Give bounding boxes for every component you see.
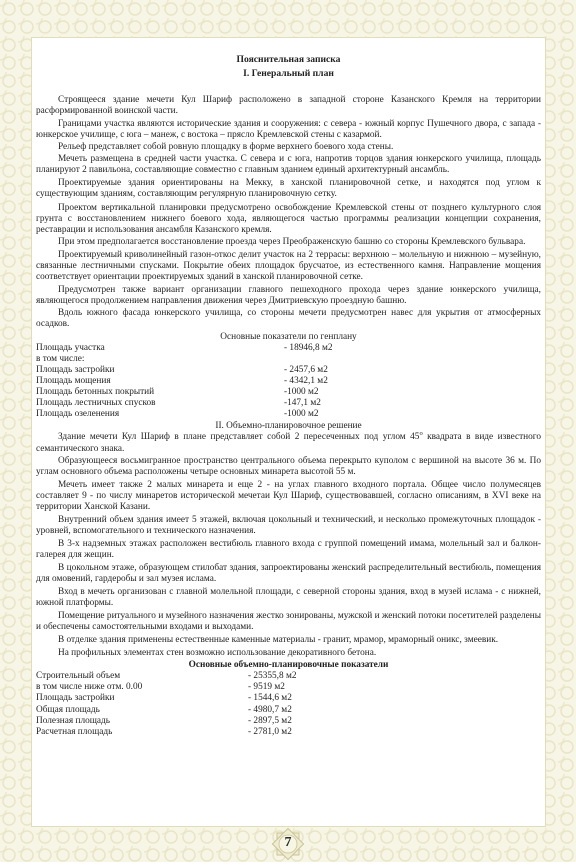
paragraph: Границами участка являются исторические здания и сооружения: с севера - южный корпус Пушечного двора, с запада - юнкерское училище, с юга – манеж, с востока – прясло Кремлевской стены с казармой. xyxy=(36,119,541,141)
paragraph: В цокольном этаже, образующем стилобат здания, запроектированы женский распределительный вестибюль, помещения для омовений, гардеробы и зал музея ислама. xyxy=(36,562,541,585)
document-body xyxy=(36,54,541,738)
indicator-value: - 1544,6 м2 xyxy=(248,693,292,704)
paragraph: Помещение ритуального и музейного назначения жестко зонированы, мужской и женский потоки посетителей разделены и обеспечены самостоятельными входами и выходами. xyxy=(36,611,541,633)
indicator-row xyxy=(36,409,541,420)
paragraph: В отделке здания применены естественные каменные материалы - гранит, мрамор, мраморный оникс, змеевик. xyxy=(58,635,499,646)
indicator-value: - 4342,1 м2 xyxy=(284,376,328,387)
paragraph: В 3-х надземных этажах расположен вестибюль главного входа с группой помещений имама, молельный зал и балкон-галерея для жещин. xyxy=(36,538,541,560)
paragraph: Проектом вертикальной планировки предусмотрено освобождение Кремлевской стены от позднего культурного слоя грунта с восстановлением нижнего боевого хода, являющегося частью программы реализации концепции сохранения, реставрации и использования ансамбля Казанского кремля. xyxy=(36,202,541,235)
indicator-row xyxy=(36,365,541,376)
indicator-label: Площадь застройки xyxy=(36,365,115,376)
paragraph-text: Здание мечети Кул Шариф в плане представляет собой 2 пересеченных под углом 45 xyxy=(58,432,420,443)
indicator-row xyxy=(36,343,541,354)
paragraph: Вдоль южного фасада юнкерского училища, со стороны мечети предусмотрен навес для укрытия от атмосферных осадков. xyxy=(36,307,541,329)
indicator-label: Площадь бетонных покрытий xyxy=(36,387,155,398)
page-number-badge xyxy=(270,826,306,862)
indicator-label: Общая площадь xyxy=(36,704,100,715)
paragraph: Мечеть размещена в средней части участка. С севера и с юга, напротив торцов здания юнкерского училища, площадь планируют 2 павильона, составляющие совместно с главным зданием единый архитектурный ансамбль. xyxy=(36,154,541,176)
page-number: 7 xyxy=(284,835,292,850)
indicator-row xyxy=(36,705,541,716)
indicators-heading: Основные показатели по генплану xyxy=(220,332,357,343)
paragraph: Строящееся здание мечети Кул Шариф расположено в западной стороне Казанского Кремля на территории расформированной воинской части. xyxy=(36,95,541,117)
indicator-row xyxy=(36,682,541,693)
indicator-label: Площадь участка xyxy=(36,343,105,354)
indicator-row xyxy=(36,398,541,409)
indicator-label: Расчетная площадь xyxy=(36,726,113,737)
indicator-label: в том числе ниже отм. 0.00 xyxy=(36,682,143,693)
section-heading-general-plan: I. Генеральный план xyxy=(243,68,334,80)
indicator-label: Площадь мощения xyxy=(36,376,111,387)
indicator-value: - 25355,8 м2 xyxy=(248,671,297,682)
paragraph: Предусмотрен также вариант организации главного пешеходного прохода через здание юнкерского училища, являющегося продолжением направления движения через Дмитриевскую проездную башню. xyxy=(36,284,541,306)
paragraph: Вход в мечеть организован с главной молельной площади, с северной стороны здания, вход в музей ислама - с нижней, южной платформы. xyxy=(36,587,541,609)
paragraph: Рельеф представляет собой ровную площадку в форме верхнего боевого хода стены. xyxy=(58,142,394,153)
volume-indicators-heading: Основные объемно-планировочные показатели xyxy=(188,660,389,671)
indicator-value: - 2897,5 м2 xyxy=(248,715,292,726)
indicator-value: - 9519 м2 xyxy=(248,682,285,693)
volume-indicators-list xyxy=(36,671,541,737)
paragraph: Проектируемый криволинейный газон-откос делит участок на 2 террасы: верхнюю – молельную и нижнюю – музейную, связанные лестничными спусками. Покрытие обеих площадок брусчатое, из естественного камня. Направление мощения соответствует ориентации проектируемых зданий в ханской планировочной сетке. xyxy=(36,249,541,282)
indicator-label: Строительный объем xyxy=(36,671,121,682)
indicator-row xyxy=(36,376,541,387)
section-heading-volume-planning: II. Объемно-планировочное решение xyxy=(215,421,362,432)
indicator-label: Площадь озеленения xyxy=(36,409,120,420)
indicator-label: Площадь застройки xyxy=(36,693,115,704)
indicator-value: -147,1 м2 xyxy=(284,398,321,409)
indicator-value: -1000 м2 xyxy=(284,409,319,420)
indicator-value: - 18946,8 м2 xyxy=(284,343,333,354)
paragraph: Мечеть имеет также 2 малых минарета и еще 2 - на углах главного входного портала. Общее число полумесяцев составляет 9 - по числу минаретов исторической мечетаи Кул Шариф, существовавшей, согласно описаниям, в XVI веке на территории Ханской Казани. xyxy=(36,479,541,512)
indicator-value: -1000 м2 xyxy=(284,387,319,398)
paragraph: Внутренний объем здания имеет 5 этажей, включая цокольный и технический, и несколько промежуточных площадок - уровней, вспомогательного и технического назначения. xyxy=(36,514,541,536)
indicator-value: - 4980,7 м2 xyxy=(248,704,292,715)
degree-mark: o xyxy=(419,430,423,438)
indicator-value: - 2781,0 м2 xyxy=(248,726,292,737)
indicator-row xyxy=(36,671,541,682)
indicator-row xyxy=(36,727,541,738)
indicator-row xyxy=(36,387,541,398)
paragraph: На профильных элементах стен возможно использование декоративного бетона. xyxy=(58,648,377,659)
indicator-label: Площадь лестничных спусков xyxy=(36,398,156,409)
indicator-row xyxy=(36,354,541,365)
indicators-list xyxy=(36,343,541,420)
indicator-value: - 2457,6 м2 xyxy=(284,365,328,376)
document-title: Пояснительная записка xyxy=(236,54,341,65)
paragraph: При этом предполагается восстановление проезда через Преображенскую башню со стороны Кремлевского бульвара. xyxy=(58,236,526,247)
paragraph-text: квадрата в виде известного семантического знака. xyxy=(36,432,541,454)
paragraph: Образующееся восьмигранное пространство центрального объема перекрыто куполом с вершиной на высоте 36 м. По углам основного объема расположены четыре основных минарета высотой 55 м. xyxy=(36,455,541,477)
indicator-row xyxy=(36,693,541,704)
indicator-label: в том числе: xyxy=(36,354,85,365)
paragraph xyxy=(36,432,541,454)
indicator-label: Полезная площадь xyxy=(36,715,111,726)
indicator-row xyxy=(36,716,541,727)
paragraph: Проектируемые здания ориентированы на Мекку, в ханской планировочной сетке, и находятся под углом к существующим зданиям, составляющим регулярную планировочную сетку. xyxy=(36,178,541,200)
